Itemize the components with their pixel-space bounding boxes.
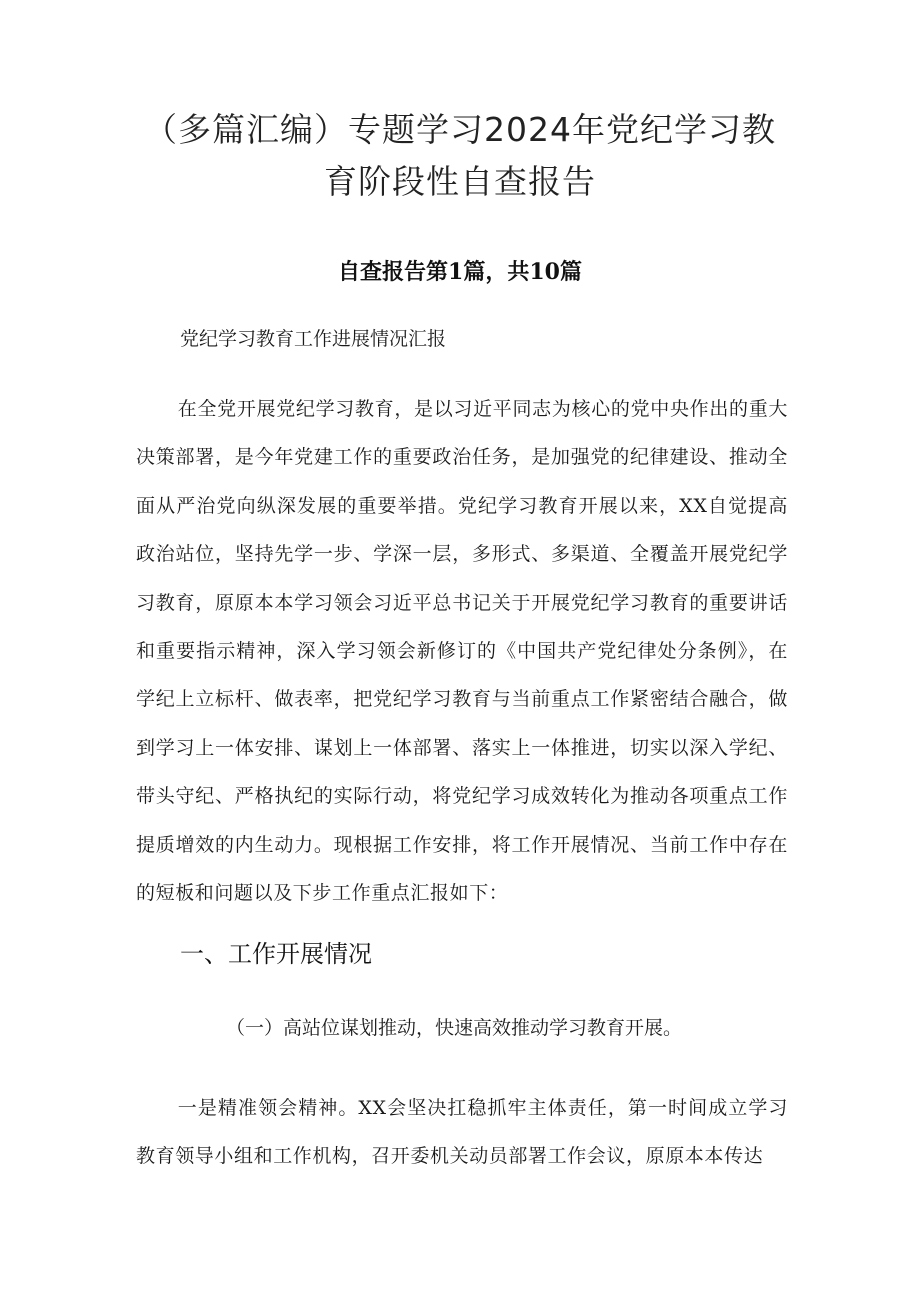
sub-section-heading: （一）高站位谋划推动，快速高效推动学习教育开展。 (226, 1017, 683, 1039)
part-heading: 自查报告第1篇，共10篇 (338, 259, 582, 285)
intro-paragraph: 在全党开展党纪学习教育，是以习近平同志为核心的党中央作出的重大决策部署，是今年党建工作的重要政治任务，是加强党的纪律建设、推动全面从严治党向纵深发展的重要举措。党纪学习教育开展以来，XX自觉提高政治站位，坚持先学一步、学深一层，多形式、多渠道、全覆盖开展党纪学习教育，原原本本学习领会习近平总书记关于开展党纪学习教育的重要讲话和重要指示精神，深入学习领会新修订的《中国共产党纪律处分条例》，在学纪上立标杆、做表率，把党纪学习教育与当前重点工作紧密结合融合，做到学习上一体安排、谋划上一体部署、落实上一体推进，切实以深入学纪、带头守纪、严格执纪的实际行动，将党纪学习成效转化为推动各项重点工作提质增效的内生动力。现根据工作安排，将工作开展情况、当前工作中存在的短板和问题以及下步工作重点汇报如下： (136, 398, 788, 905)
body-paragraph: 一是精准领会精神。XX会坚决扛稳抓牢主体责任，第一时间成立学习教育领导小组和工作机构，召开委机关动员部署工作会议，原原本本传达 (136, 1097, 788, 1168)
document-title-line-1: （多篇汇编）专题学习2024年党纪学习教 (144, 110, 776, 149)
document-title-line-2: 育阶段性自查报告 (324, 162, 596, 201)
section-heading: 一、工作开展情况 (180, 940, 372, 968)
document-title (140, 104, 780, 208)
report-title: 党纪学习教育工作进展情况汇报 (180, 328, 447, 350)
